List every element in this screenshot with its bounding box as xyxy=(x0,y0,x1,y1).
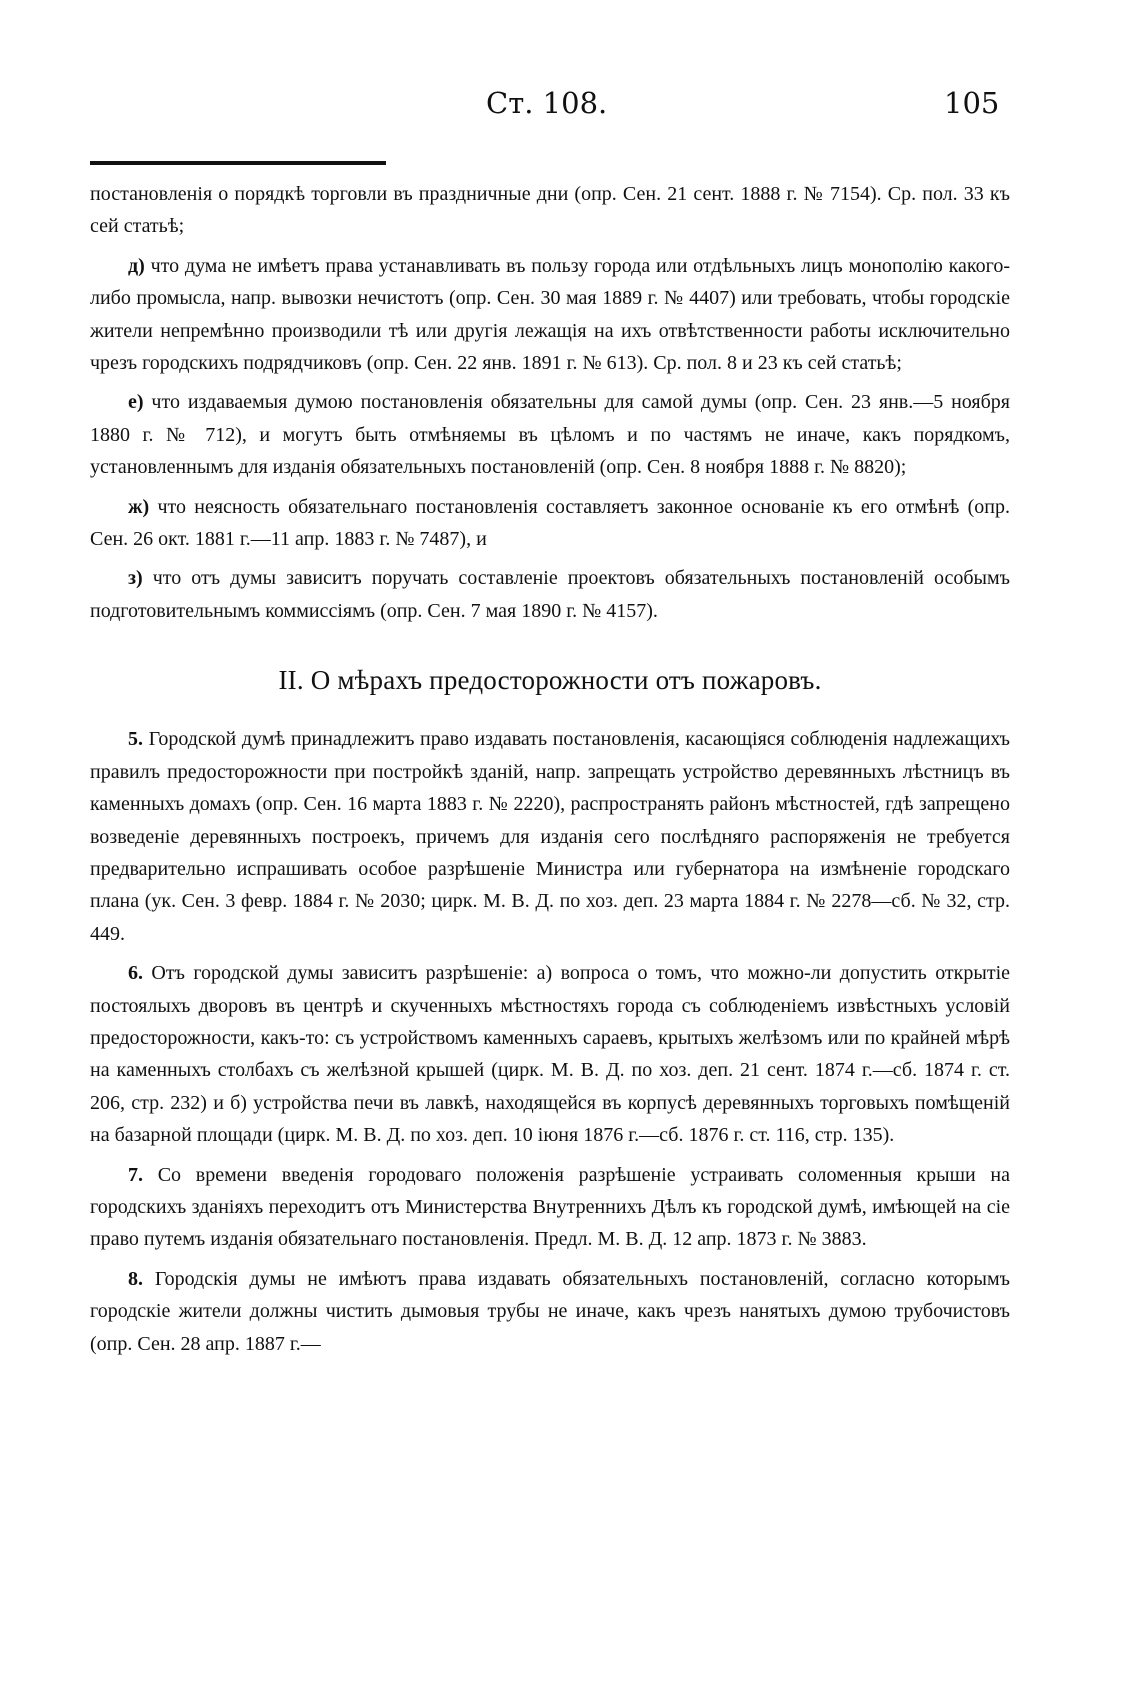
item-label: е) xyxy=(128,391,144,414)
item-label: з) xyxy=(128,567,143,590)
paragraph xyxy=(90,1159,1010,1256)
item-label: 5. xyxy=(128,728,143,751)
paragraph xyxy=(90,562,1010,627)
paragraph-text: что дума не имѣетъ права устанавливать въ пользу города или отдѣльныхъ лицъ монополію какого-либо промысла, напр. вывозки нечистотъ (опр. Сен. 30 мая 1889 г. № 4407) или требовать, чтобы городскіе жители непремѣнно производили тѣ или другія лежащія на ихъ отвѣтственности работы исключительно чрезъ городскихъ подрядчиковъ (опр. Сен. 22 янв. 1891 г. № 613). Ср. пол. 8 и 23 къ сей статьѣ; xyxy=(90,254,1010,375)
paragraph xyxy=(90,1263,1010,1360)
paragraph xyxy=(90,178,1010,243)
paragraph-text: Городскія думы не имѣютъ права издавать обязательныхъ постановленій, согласно которымъ городскіе жители должны чистить дымовыя трубы не иначе, какъ чрезъ нанятыхъ думою трубочистовъ (опр. Сен. 28 апр. 1887 г.— xyxy=(90,1267,1010,1355)
article-number: Ст. 108. xyxy=(486,86,608,120)
running-header xyxy=(0,86,1140,126)
item-label: д) xyxy=(128,254,145,277)
paragraph-text: постановленія о порядкѣ торговли въ праздничные дни (опр. Сен. 21 сент. 1888 г. № 7154). Ср. пол. 33 къ сей статьѣ; xyxy=(90,183,1010,238)
item-label: 8. xyxy=(128,1267,143,1290)
header-rule xyxy=(90,161,386,165)
paragraph-text: Отъ городской думы зависитъ разрѣшеніе: а) вопроса о томъ, что можно-ли допустить открытіе постоялыхъ дворовъ въ центрѣ и скученныхъ мѣстностяхъ города съ соблюденіемъ извѣстныхъ условій предосторожности, какъ-то: съ устройствомъ каменныхъ сараевъ, крытыхъ желѣзомъ или по крайней мѣрѣ на каменныхъ столбахъ съ желѣзной крышей (цирк. М. В. Д. по хоз. деп. 21 сент. 1874 г.—сб. 1874 г. ст. 206, стр. 232) и б) устройства печи въ лавкѣ, находящейся въ корпусѣ деревянныхъ торговыхъ помѣщеній на базарной площади (цирк. М. В. Д. по хоз. деп. 10 іюня 1876 г.—сб. 1876 г. ст. 116, стр. 135). xyxy=(90,962,1010,1147)
paragraph xyxy=(90,491,1010,556)
paragraph-text: что издаваемыя думою постановленія обязательны для самой думы (опр. Сен. 23 янв.—5 ноября 1880 г. № 712), и могутъ быть отмѣняемы въ цѣломъ и по частямъ не иначе, какъ порядкомъ, установленнымъ для изданія обязательныхъ постановленій (опр. Сен. 8 ноября 1888 г. № 8820); xyxy=(90,391,1010,479)
paragraph xyxy=(90,250,1010,380)
item-label: 7. xyxy=(128,1163,143,1186)
paragraph-text: что отъ думы зависитъ поручать составленіе проектовъ обязательныхъ постановленій особымъ подготовительнымъ коммиссіямъ (опр. Сен. 7 мая 1890 г. № 4157). xyxy=(90,567,1010,622)
page-number: 105 xyxy=(944,86,1000,120)
paragraph-text: Со времени введенія городоваго положенія разрѣшеніе устраивать соломенныя крыши на городскихъ зданіяхъ переходитъ отъ Министерства Внутреннихъ Дѣлъ къ городской думѣ, имѣющей на сіе право путемъ изданія обязательнаго постановленія. Предл. М. В. Д. 12 апр. 1873 г. № 3883. xyxy=(90,1163,1010,1251)
paragraph-text: что неясность обязательнаго постановленія составляетъ законное основаніе къ его отмѣнѣ (опр. Сен. 26 окт. 1881 г.—11 апр. 1883 г. № 7487), и xyxy=(90,495,1010,551)
paragraph-text: Городской думѣ принадлежитъ право издавать постановленія, касающіяся соблюденія надлежащихъ правилъ предосторожности при постройкѣ зданій, напр. запрещать устройство деревянныхъ лѣстницъ въ каменныхъ домахъ (опр. Сен. 16 марта 1883 г. № 2220), распространять районъ мѣстностей, гдѣ запрещено возведеніе деревянныхъ построекъ, причемъ для изданія сего послѣдняго распоряженія не требуется предварительно испрашивать особое разрѣшеніе Министра или губернатора на измѣненіе городскаго плана (ук. Сен. 3 февр. 1884 г. № 2030; цирк. М. В. Д. по хоз. деп. 23 марта 1884 г. № 2278—сб. № 32, стр. 449. xyxy=(90,728,1010,945)
paragraph xyxy=(90,723,1010,950)
section-heading: II. О мѣрахъ предосторожности отъ пожаровъ. xyxy=(278,665,822,696)
item-label: 6. xyxy=(128,962,143,985)
item-label: ж) xyxy=(128,495,150,518)
paragraph xyxy=(90,957,1010,1151)
text-body xyxy=(90,178,1010,1367)
paragraph xyxy=(90,386,1010,483)
